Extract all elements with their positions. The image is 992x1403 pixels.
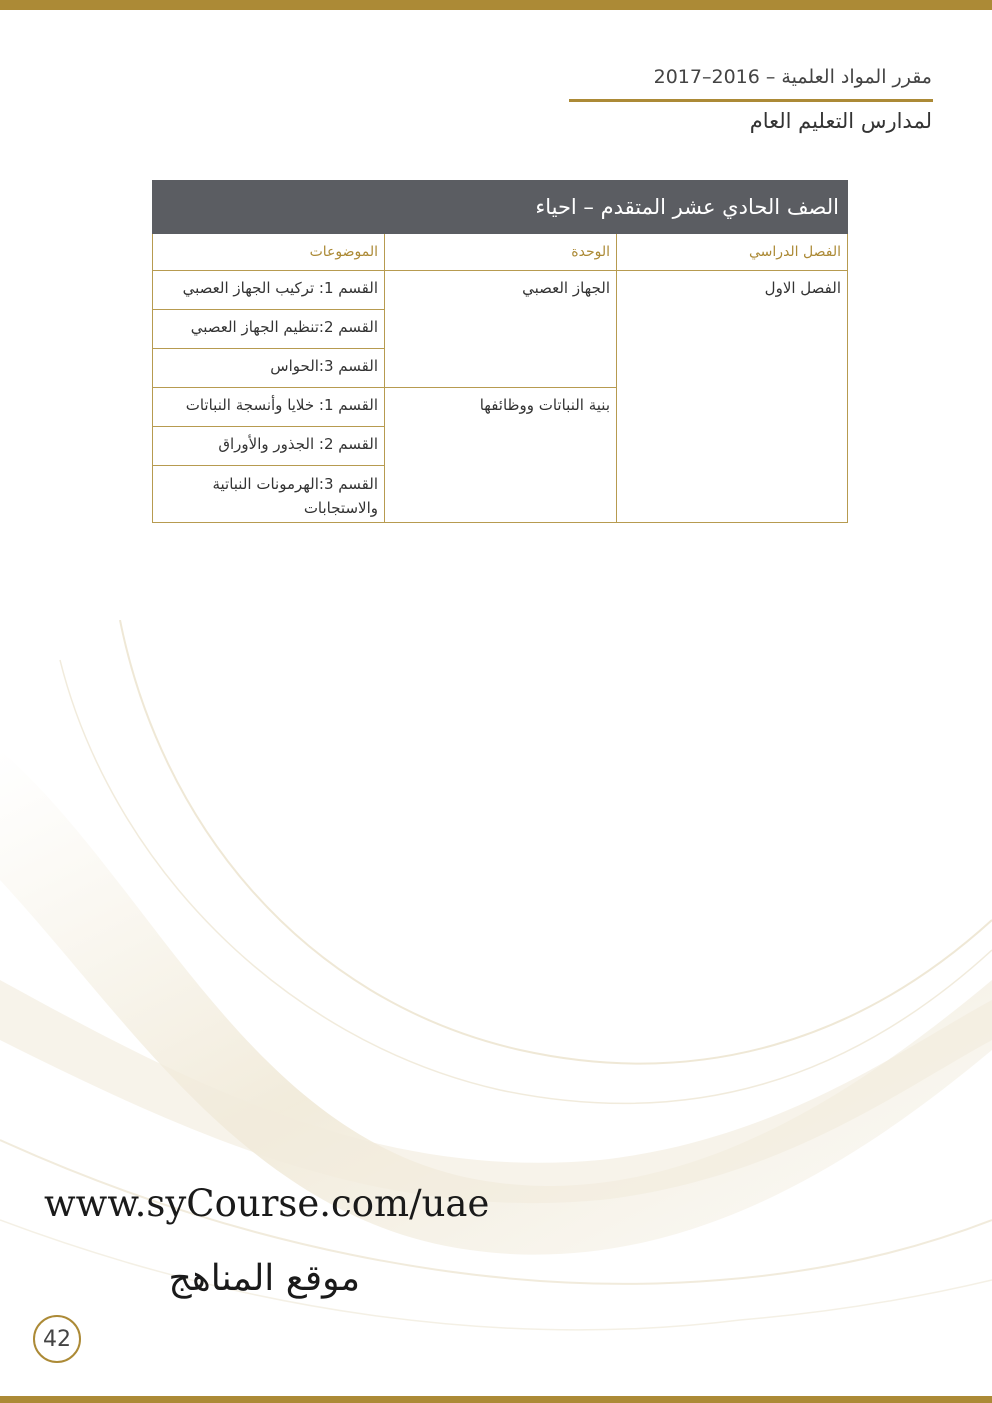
topic-cell: القسم 3:الحواس xyxy=(153,349,385,388)
column-header-unit: الوحدة xyxy=(385,234,617,271)
semester-cell: الفصل الاول xyxy=(617,271,848,523)
page-number-badge: 42 xyxy=(33,1315,81,1363)
topic-cell: القسم 3:الهرمونات النباتية والاستجابات xyxy=(153,466,385,523)
top-border xyxy=(0,0,992,10)
topic-cell: القسم 2:تنظيم الجهاز العصبي xyxy=(153,310,385,349)
footer-url[interactable]: www.syCourse.com/uae xyxy=(44,1182,490,1225)
table-title: الصف الحادي عشر المتقدم – احياء xyxy=(153,181,848,234)
topic-cell: القسم 1: خلايا وأنسجة النباتات xyxy=(153,388,385,427)
table-header-row xyxy=(153,234,848,271)
column-header-topics: الموضوعات xyxy=(153,234,385,271)
column-header-semester: الفصل الدراسي xyxy=(617,234,848,271)
table-title-row xyxy=(153,181,848,234)
topic-cell: القسم 1: تركيب الجهاز العصبي xyxy=(153,271,385,310)
header-subtitle: مقرر المواد العلمية – 2016–2017 xyxy=(653,66,932,88)
header-schools: لمدارس التعليم العام xyxy=(749,109,932,133)
unit-cell: الجهاز العصبي xyxy=(385,271,617,388)
table-row xyxy=(153,271,848,310)
background-swirl-decoration xyxy=(0,620,992,1390)
bottom-border xyxy=(0,1396,992,1403)
topic-cell: القسم 2: الجذور والأوراق xyxy=(153,427,385,466)
unit-cell: بنية النباتات ووظائفها xyxy=(385,388,617,523)
curriculum-table xyxy=(152,180,848,523)
header-divider xyxy=(569,99,933,102)
footer-site-name: موقع المناهج xyxy=(168,1258,360,1299)
